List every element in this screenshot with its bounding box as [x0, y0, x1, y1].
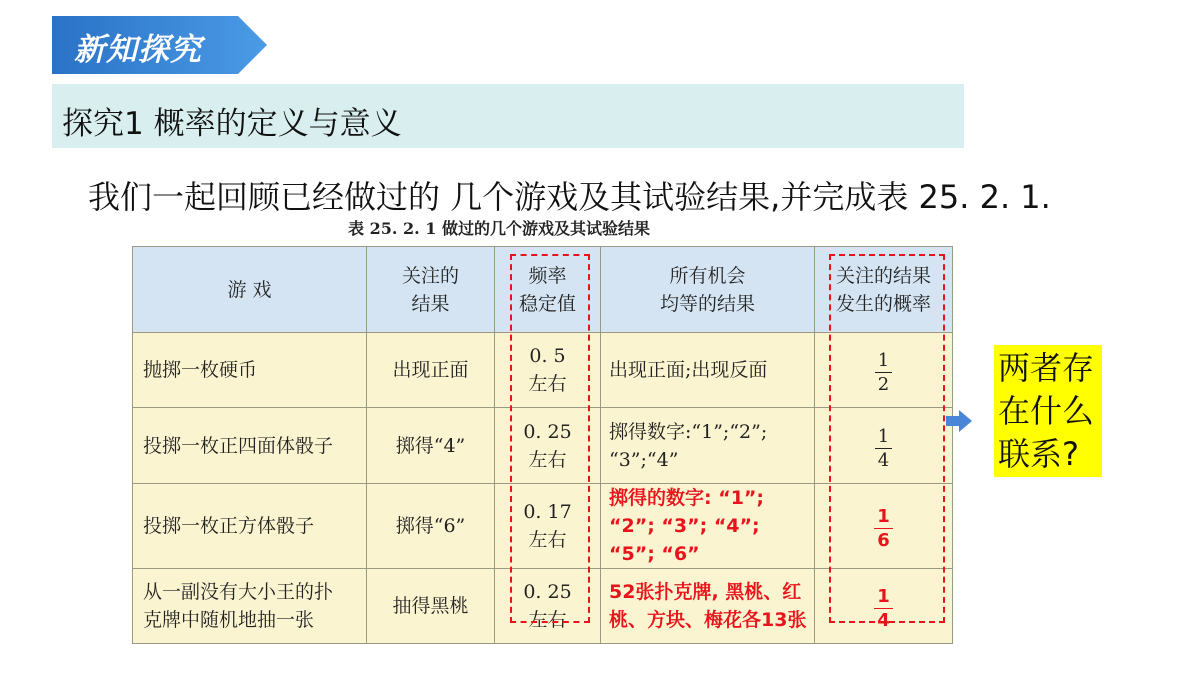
header-outcomes-line1: 所有机会: [669, 264, 746, 287]
header-frequency: [495, 247, 601, 333]
table-caption: 表 25. 2. 1 做过的几个游戏及其试验结果: [348, 219, 650, 238]
frequency-approx: 左右: [528, 373, 567, 395]
probability-fraction: [874, 588, 893, 630]
fraction-numerator: 1: [875, 352, 892, 373]
section-title: 探究1 概率的定义与意义: [62, 106, 402, 142]
fraction-numerator: 1: [874, 588, 893, 609]
intro-text: 我们一起回顾已经做过的 几个游戏及其试验结果,并完成表 25. 2. 1.: [88, 178, 1051, 216]
table-header-row: [133, 247, 953, 333]
frequency-approx: 左右: [528, 448, 567, 471]
probability-fraction: [875, 425, 892, 471]
banner-label: 新知探究: [74, 32, 202, 68]
probability-cell-answer: [815, 484, 953, 569]
frequency-approx: 左右: [528, 529, 567, 551]
note-line3: 联系?: [998, 435, 1079, 473]
frequency-cell: [495, 484, 601, 569]
header-probability-line1: 关注的结果: [835, 264, 931, 287]
section-title-bar: [52, 84, 964, 148]
fraction-denominator: 4: [877, 449, 890, 471]
probability-fraction: [875, 352, 892, 394]
experiment-table: [132, 246, 953, 644]
frequency-value: 0. 25: [523, 581, 572, 603]
frequency-approx: 左右: [528, 609, 567, 631]
header-focus-line2: 结果: [411, 292, 450, 315]
question-note: [994, 345, 1102, 477]
note-line1: 两者存: [998, 349, 1095, 387]
game-cell: 投掷一枚正四面体骰子: [133, 408, 367, 484]
header-game: [133, 247, 367, 333]
outcomes-line3: “5”; “6”: [609, 543, 700, 565]
game-cell: [133, 569, 367, 644]
header-probability: [815, 247, 953, 333]
section-banner: [52, 16, 267, 74]
table-row: [133, 484, 953, 569]
focus-cell: 掷得“6”: [367, 484, 495, 569]
header-probability-line2: 发生的概率: [835, 292, 931, 315]
fraction-numerator: 1: [874, 508, 893, 529]
header-frequency-line2: 稳定值: [518, 292, 576, 315]
header-outcomes: [601, 247, 815, 333]
table-row: [133, 408, 953, 484]
outcomes-cell: 出现正面;出现反面: [601, 333, 815, 408]
outcomes-line2: 桃、方块、梅花各13张: [609, 609, 807, 631]
probability-cell: [815, 333, 953, 408]
table-row: [133, 333, 953, 408]
outcomes-cell-answer: [601, 484, 815, 569]
outcomes-cell-answer: [601, 569, 815, 644]
probability-fraction: [874, 508, 893, 550]
header-frequency-line1: 频率: [528, 264, 567, 287]
header-game-label: 游 戏: [227, 278, 272, 301]
game-cell: 投掷一枚正方体骰子: [133, 484, 367, 569]
header-focus: [367, 247, 495, 333]
probability-cell: [815, 408, 953, 484]
game-line2: 克牌中随机地抽一张: [143, 609, 315, 631]
header-outcomes-line2: 均等的结果: [659, 292, 755, 315]
focus-cell: 掷得“4”: [367, 408, 495, 484]
fraction-denominator: 2: [877, 374, 890, 395]
note-line2: 在什么: [998, 392, 1095, 430]
outcomes-line1: 掷得数字:“1”;“2”;: [609, 420, 768, 443]
game-line1: 从一副没有大小王的扑: [143, 581, 334, 603]
fraction-numerator: 1: [875, 428, 892, 449]
outcomes-line2: “3”;“4”: [609, 448, 679, 471]
frequency-cell: [495, 333, 601, 408]
right-arrow-icon: [946, 410, 972, 436]
outcomes-line1: 52张扑克牌, 黑桃、红: [609, 581, 802, 603]
frequency-value: 0. 17: [523, 501, 572, 523]
header-focus-line1: 关注的: [401, 264, 459, 287]
frequency-value: 0. 25: [523, 420, 572, 443]
outcomes-cell: [601, 408, 815, 484]
game-cell: 抛掷一枚硬币: [133, 333, 367, 408]
probability-cell-answer: [815, 569, 953, 644]
frequency-cell: [495, 408, 601, 484]
table-row: [133, 569, 953, 644]
focus-cell: 抽得黑桃: [367, 569, 495, 644]
focus-cell: 出现正面: [367, 333, 495, 408]
frequency-cell: [495, 569, 601, 644]
outcomes-line2: “2”; “3”; “4”;: [609, 515, 760, 537]
frequency-value: 0. 5: [529, 345, 566, 367]
fraction-denominator: 6: [877, 530, 890, 551]
fraction-denominator: 4: [877, 610, 890, 631]
outcomes-line1: 掷得的数字: “1”;: [609, 487, 765, 509]
